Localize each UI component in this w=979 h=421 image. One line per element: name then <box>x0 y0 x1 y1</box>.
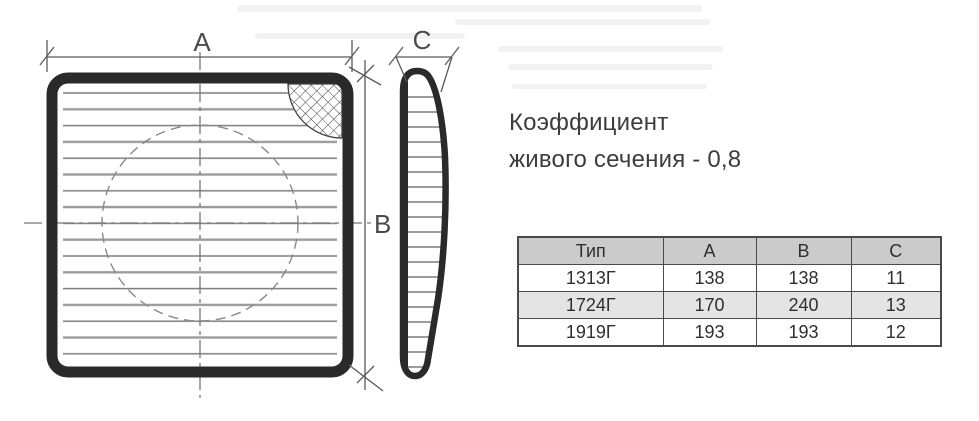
dim-c-extension-left <box>396 57 407 82</box>
dimension-b-label: B <box>374 209 392 239</box>
scan-artifact <box>508 64 713 70</box>
note-line-2: живого сечения - 0,8 <box>509 146 742 173</box>
table-header-row <box>518 237 941 265</box>
note-line-1: Коэффициент <box>509 109 669 136</box>
table-row <box>518 319 941 347</box>
dimension-b <box>349 60 391 391</box>
table-row <box>518 292 941 319</box>
col-header-type: Тип <box>518 237 663 265</box>
table-cell: 170 <box>663 292 756 319</box>
scan-artifact <box>512 84 707 89</box>
scan-artifact <box>498 46 723 52</box>
dimension-c-label: C <box>412 25 432 55</box>
table-cell: 1313Г <box>518 265 663 292</box>
side-view <box>403 71 449 376</box>
table-cell: 138 <box>756 265 851 292</box>
table-cell: 13 <box>851 292 941 319</box>
dim-b-extension-bottom <box>349 365 383 391</box>
table-cell: 138 <box>663 265 756 292</box>
table-cell: 12 <box>851 319 941 347</box>
table-row <box>518 265 941 292</box>
col-header-b: B <box>756 237 851 265</box>
coefficient-note <box>509 104 741 178</box>
dimensions-table <box>517 236 942 347</box>
table-cell: 11 <box>851 265 941 292</box>
dim-c-tick-left <box>389 47 403 65</box>
dim-c-tick-right <box>445 47 459 65</box>
dimension-a-label: A <box>193 27 211 57</box>
col-header-c: C <box>851 237 941 265</box>
table-cell: 1724Г <box>518 292 663 319</box>
table-cell: 1919Г <box>518 319 663 347</box>
table-cell: 240 <box>756 292 851 319</box>
front-view <box>24 52 372 398</box>
col-header-a: A <box>663 237 756 265</box>
table-cell: 193 <box>756 319 851 347</box>
table-cell: 193 <box>663 319 756 347</box>
